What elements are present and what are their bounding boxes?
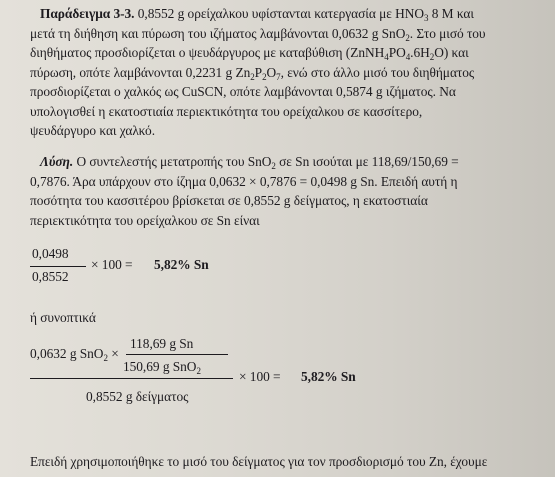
formula-2-denominator: 0,8552 g δείγματος [86, 389, 189, 404]
connector-text: ή συνοπτικά [30, 310, 96, 325]
example-line-1: Παράδειγμα 3-3. 0,8552 g ορείχαλκου υφίστανται κατεργασία με $HNO_3$ 8 M και [40, 6, 474, 23]
formula-2 [30, 334, 410, 414]
formula-2-inner-denominator: 150,69 g SnO$_2$ [123, 359, 201, 376]
solution-line-4: περιεκτικότητα του ορείχαλκου σε Sn είναι [30, 212, 260, 228]
footer-line: Επειδή χρησιμοποιήθηκε το μισό του δείγματος για τον προσδιορισμό του Zn, έχουμε [30, 454, 488, 469]
example-line-6: υπολογισθεί η εκατοστιαία περιεκτικότητα του ορείχαλκου σε κασσίτερο, [30, 103, 423, 119]
example-line-7: ψευδάργυρο και χαλκό. [30, 123, 155, 138]
formula-2-inner-fraction-bar [126, 354, 228, 355]
solution-label: Λύση. [40, 154, 74, 169]
formula-2-result: 5,82% Sn [301, 369, 356, 384]
formula-1-numerator: 0,0498 [32, 246, 69, 261]
solution-line-2: 0,7876. Άρα υπάρχουν στο ίζημα 0,0632 × 0,7876 = 0,0498 g Sn. Επειδή αυτή η [30, 173, 458, 189]
formula-1-denominator: 0,8552 [32, 269, 69, 284]
formula-1-result: 5,82% Sn [154, 257, 209, 272]
formula-1-times: × 100 = [91, 257, 133, 272]
example-line-4: πύρωση, οπότε λαμβάνονται 0,2231 g $Zn_2P_2O_7$, ενώ στο άλλο μισό του διηθήματος [30, 64, 475, 82]
example-line-2: μετά τη διήθηση και πύρωση του ιζήματος λαμβάνονται 0,0632 g SnO$_2$. Στο μισό του [30, 25, 486, 43]
formula-2-lead: 0,0632 g SnO$_2$ × [30, 346, 119, 363]
formula-2-inner-numerator: 118,69 g Sn [130, 336, 194, 351]
example-line-5: προσδιορίζεται ο χαλκός ως CuSCN, οπότε λαμβάνονται 0,5874 g ιζήματος. Να [30, 84, 456, 99]
solution-line-3: ποσότητα του κασσιτέρου βρίσκεται σε 0,8552 g δείγματος, η εκατοστιαία [30, 193, 428, 208]
formula-1 [30, 244, 290, 294]
example-line-3: διηθήματος προσδιορίζεται ο ψευδάργυρος με καταβύθιση $(ZnNH_4PO_4.6H_2O)$ και [30, 45, 469, 62]
solution-line-1: Λύση. Ο συντελεστής μετατροπής του SnO$_2$ σε Sn ισούται με 118,69/150,69 = [40, 154, 459, 171]
example-label: Παράδειγμα 3-3. [40, 6, 135, 21]
formula-2-times: × 100 = [239, 369, 281, 384]
formula-2-main-fraction-bar [30, 378, 233, 379]
